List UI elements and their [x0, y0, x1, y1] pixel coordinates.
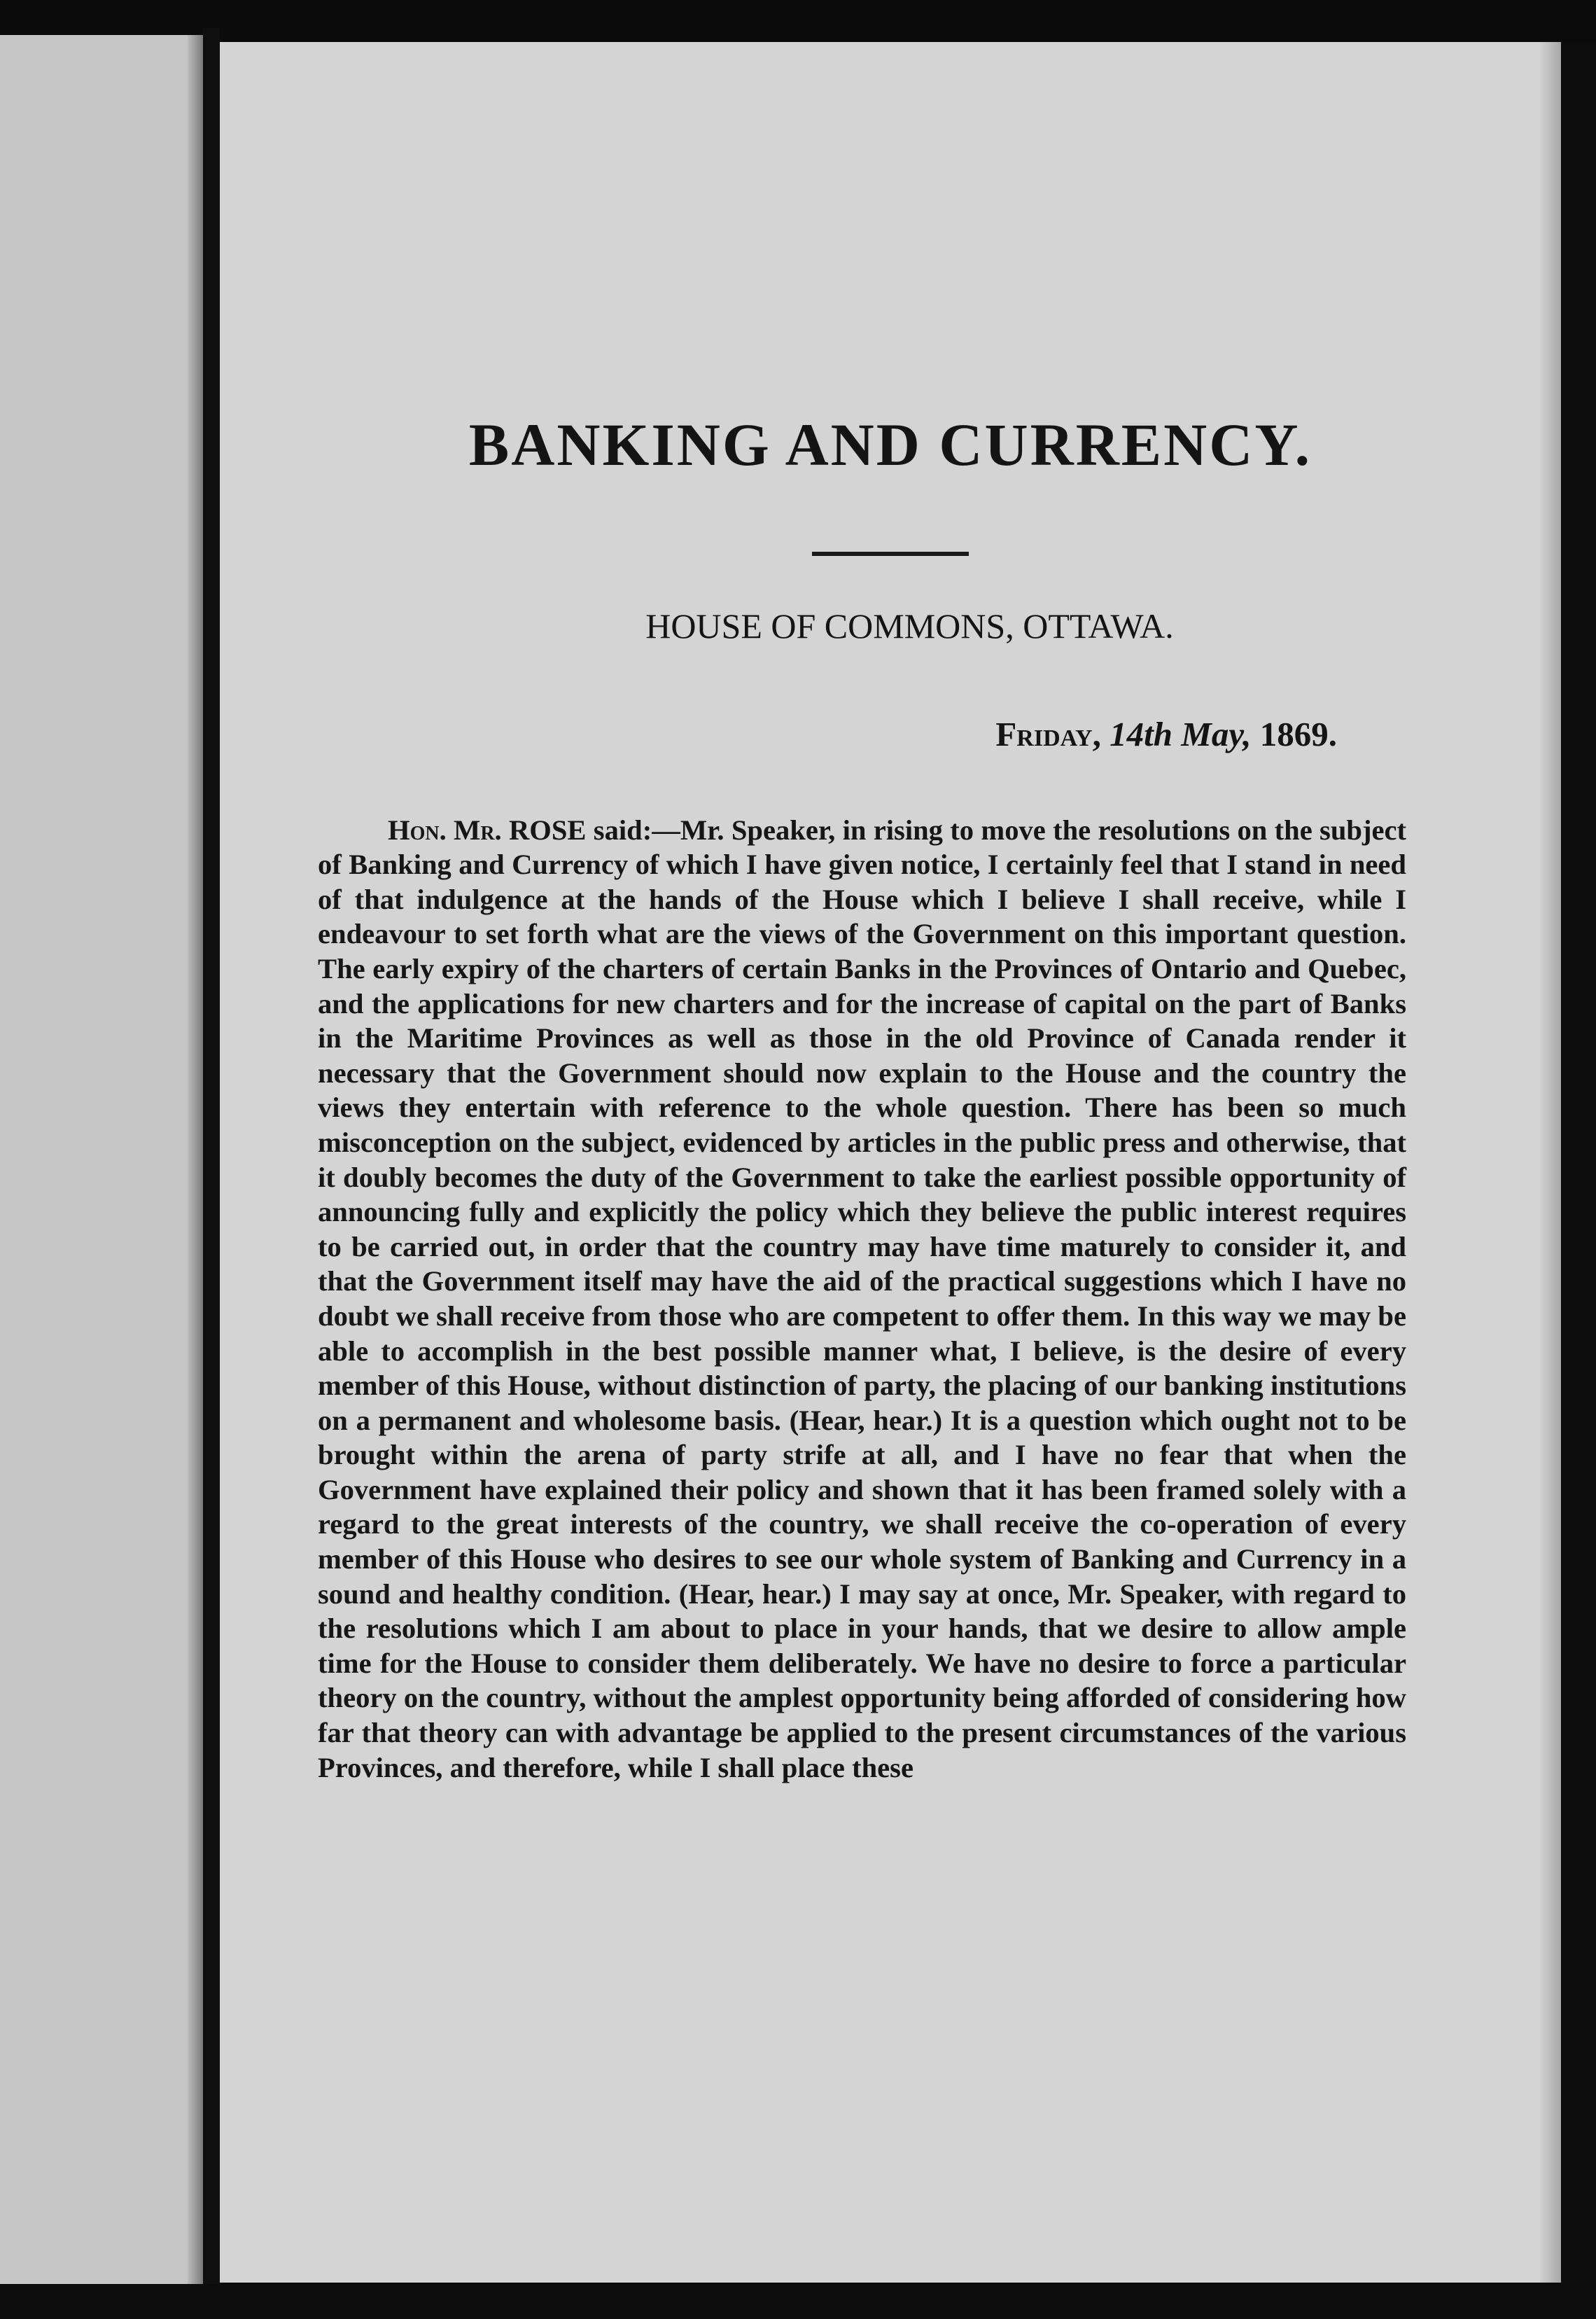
speech-paragraph: [318, 813, 1406, 1785]
speaker-name: Hon. Mr. ROSE: [388, 814, 587, 846]
scan-border-bottom: [0, 2284, 1596, 2319]
date-weekday: Friday,: [995, 715, 1101, 753]
speech-text: said:—Mr. Speaker, in rising to move the resolutions on the subject of Banking and Currency of which I have given notice, I certainly feel that I stand in need of that indulgence at the hands of the House which I believe I shall receive, while I endeavour to set forth what are the views of the Government on this important question. The early expiry of the charters of certain Banks in the Provinces of Ontario and Quebec, and the applications for new charters and for the increase of capital on the part of Banks in the Maritime Provinces as well as those in the old Province of Canada render it necessary that the Government should now explain to the House and the country the views they entertain with reference to the whole question. There has been so much misconception on the subject, evidenced by articles in the public press and otherwise, that it doubly becomes the duty of the Government to take the earliest possible opportunity of announcing fully and explicitly the policy which they believe the public interest requires to be carried out, in order that the country may have time maturely to consider it, and that the Government itself may have the aid of the practical suggestions which I have no doubt we shall receive from those who are competent to offer them. In this way we may be able to accomplish in the best possible manner what, I believe, is the desire of every member of this House, without distinction of party, the placing of our banking institutions on a permanent and wholesome basis. (Hear, hear.) It is a question which ought not to be brought within the arena of party strife at all, and I have no fear that when the Government have explained their policy and shown that it has been framed solely with a regard to the great interests of the country, we shall receive the co-operation of every member of this House who desires to see our whole system of Banking and Currency in a sound and healthy condition. (Hear, hear.) I may say at once, Mr. Speaker, with regard to the resolutions which I am about to place in your hands, that we desire to allow ample time for the House to consider them deliberately. We have no desire to force a particular theory on the country, without the amplest opportunity being afforded of considering how far that theory can with advantage be applied to the present circumstances of the various Provinces, and therefore, while I shall place these: [318, 814, 1406, 1783]
scan-border-right: [1561, 42, 1596, 2319]
session-date: [995, 714, 1337, 754]
date-month: May,: [1181, 715, 1252, 753]
document-page: [220, 42, 1561, 2283]
facing-page-edge: [0, 35, 203, 2319]
date-day: 14th: [1110, 715, 1172, 753]
date-year: 1869.: [1259, 715, 1337, 753]
title-rule: [812, 552, 969, 556]
book-gutter: [203, 28, 220, 2319]
document-subtitle: HOUSE OF COMMONS, OTTAWA.: [645, 606, 1174, 646]
document-title: BANKING AND CURRENCY.: [468, 411, 1312, 478]
